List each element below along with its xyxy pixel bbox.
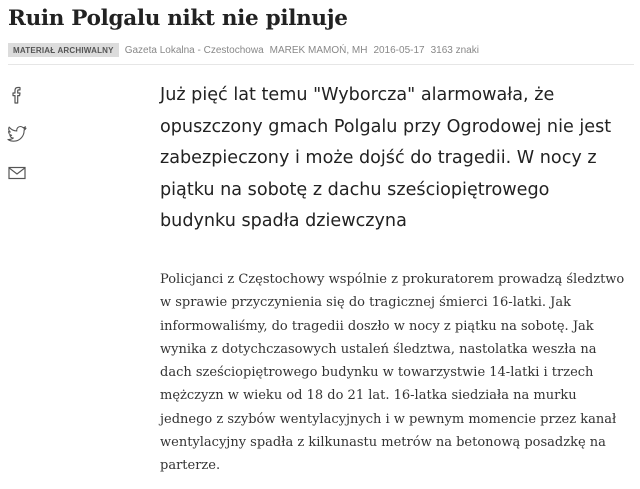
author-name: MAREK MAMOŃ, MH [269, 44, 368, 56]
twitter-icon[interactable] [6, 123, 28, 145]
char-count: 3163 znaki [430, 44, 479, 56]
header-divider [8, 64, 634, 65]
email-icon[interactable] [6, 162, 28, 184]
source-link[interactable]: Gazeta Lokalna - Czestochowa [124, 44, 264, 56]
article-paragraph: Policjanci z Częstochowy wspólnie z prokuratorem prowadzą śledztwo w sprawie przyczynienia się do tragicznej śmierci 16-latki. Jak informowaliśmy, do tragedii doszło w nocy z piątku na sobotę. Jak wynika z dotychczasowych ustaleń śledztwa, nastolatka weszła na dach sześciopiętrowego budynku w towarzystwie 14-latki i trzech mężczyzn w wieku od 18 do 21 lat. 16-latka siedziała na murku jednego z szybów wentylacyjnych i w pewnym momencie przez kanał wentylacyjny spadła z kilkunastu metrów na betonową posadzkę na parterze. [160, 272, 625, 474]
facebook-icon[interactable] [6, 84, 28, 106]
publish-date: 2016-05-17 [373, 44, 425, 56]
article-meta [8, 43, 485, 57]
archive-badge: MATERIAŁ ARCHIWALNY [8, 43, 119, 57]
share-bar [6, 84, 30, 201]
article-lead: Już pięć lat temu "Wyborcza" alarmowała, że opuszczony gmach Polgalu przy Ogrodowej nie jest zabezpieczony i może dojść do tragedii. W nocy z piątku na sobotę z dachu sześciopiętrowego budynku spadła dziewczyna [160, 85, 612, 231]
article-title: Ruin Polgalu nikt nie pilnuje [8, 6, 348, 31]
